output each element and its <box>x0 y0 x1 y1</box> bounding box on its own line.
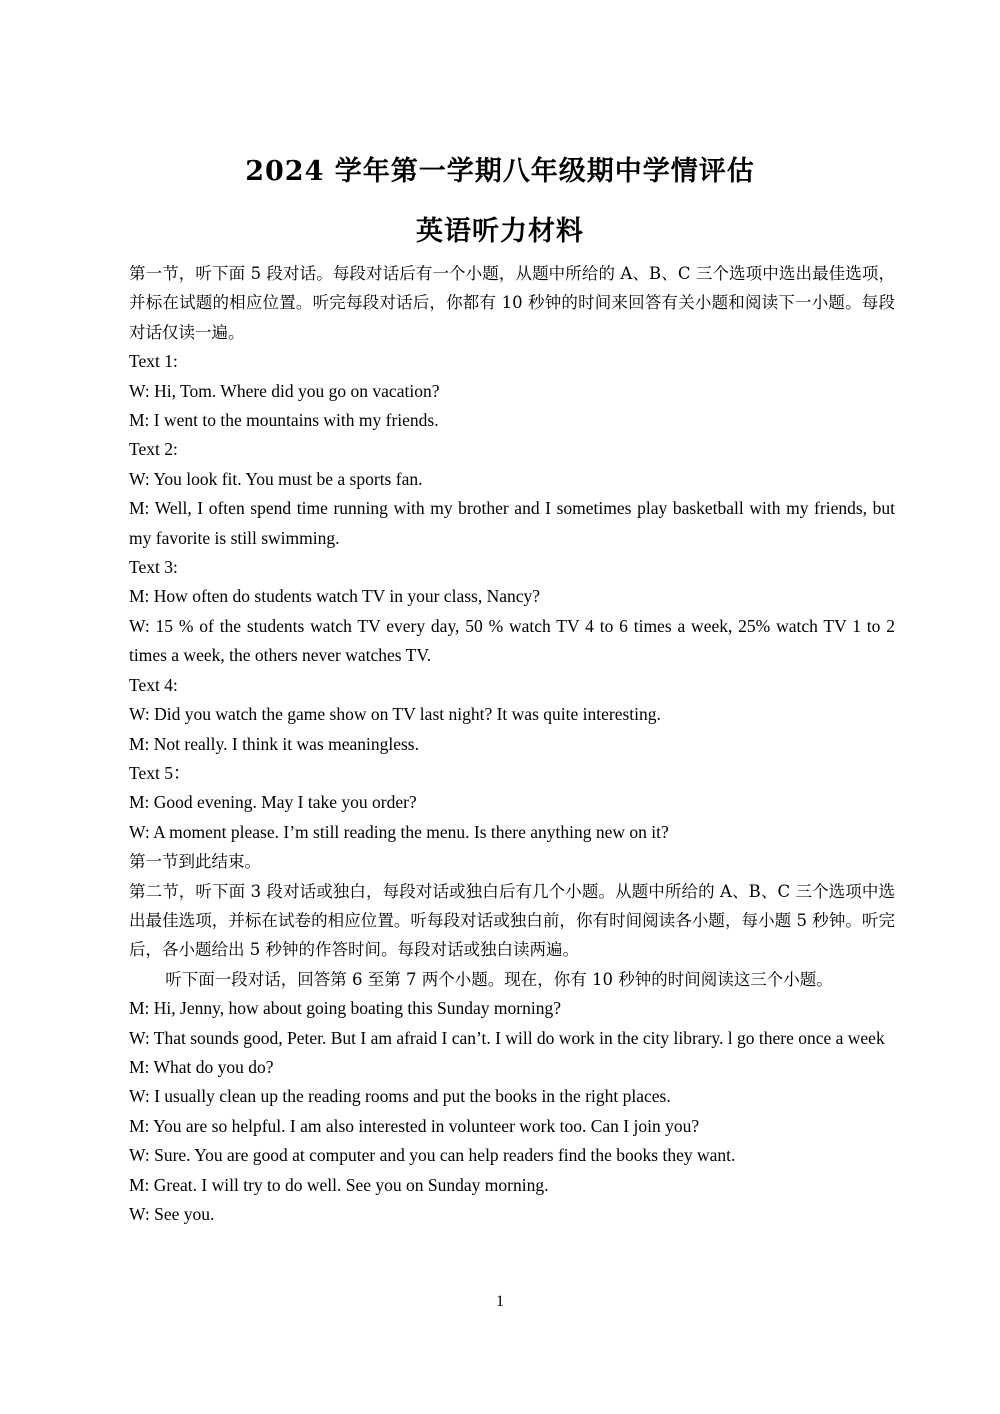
question-6-7-instructions: 听下面一段对话，回答第 6 至第 7 两个小题。现在，你有 10 秒钟的时间阅读这三个小题。 <box>165 969 833 989</box>
dialogue-line: M: What do you do? <box>129 1056 274 1077</box>
text-4-heading: Text 4: <box>129 674 178 695</box>
text-5-heading: Text 5： <box>129 762 191 783</box>
section-one-end: 第一节到此结束。 <box>129 852 261 872</box>
dialogue-line: M: Well, I often spend time running with my brother and I sometimes play basketball with my friends, but my favorite is still swimming. <box>129 498 895 548</box>
dialogue-line: W: A moment please. I’m still reading the menu. Is there anything new on it? <box>129 821 669 842</box>
dialogue-line: M: I went to the mountains with my friends. <box>129 410 439 431</box>
page-number: 1 <box>496 1293 504 1310</box>
dialogue-line: W: I usually clean up the reading rooms and put the books in the right places. <box>129 1086 671 1107</box>
dialogue-line: W: You look fit. You must be a sports fan. <box>129 468 423 489</box>
dialogue-line: M: How often do students watch TV in your class, Nancy? <box>129 586 541 607</box>
listening-transcript <box>129 259 895 1229</box>
document-subtitle: 英语听力材料 <box>416 216 584 247</box>
dialogue-line: W: Did you watch the game show on TV last night? It was quite interesting. <box>129 704 661 725</box>
dialogue-line: W: Hi, Tom. Where did you go on vacation? <box>129 380 440 401</box>
text-1-heading: Text 1: <box>129 351 178 372</box>
dialogue-line: M: Hi, Jenny, how about going boating this Sunday morning? <box>129 998 561 1019</box>
dialogue-line: W: 15 % of the students watch TV every day, 50 % watch TV 4 to 6 times a week, 25% watch TV 1 to 2 times a week, the others never watches TV. <box>129 615 895 666</box>
text-2-heading: Text 2: <box>129 439 178 460</box>
dialogue-line: W: Sure. You are good at computer and you can help readers find the books they want. <box>129 1145 736 1166</box>
section-two-instructions: 第二节，听下面 3 段对话或独白，每段对话或独白后有几个小题。从题中所给的 A、B、C 三个选项中选出最佳选项，并标在试卷的相应位置。听每段对话或独白前，你有时间阅读各小题，每小题 5 秒钟。听完后，各小题给出 5 秒钟的作答时间。每段对话或独白读两遍。 <box>129 881 895 960</box>
text-3-heading: Text 3: <box>129 557 178 578</box>
section-one-instructions: 第一节，听下面 5 段对话。每段对话后有一个小题，从题中所给的 A、B、C 三个选项中选出最佳选项，并标在试题的相应位置。听完每段对话后，你都有 10 秒钟的时间来回答有关小题和阅读下一小题。每段对话仅读一遍。 <box>129 264 895 342</box>
dialogue-line: M: You are so helpful. I am also interested in volunteer work too. Can I join you? <box>129 1115 700 1136</box>
dialogue-line: M: Not really. I think it was meaningless. <box>129 733 419 754</box>
dialogue-line: M: Good evening. May I take you order? <box>129 792 417 813</box>
dialogue-line: M: Great. I will try to do well. See you on Sunday morning. <box>129 1174 549 1195</box>
dialogue-line: W: That sounds good, Peter. But I am afraid I can’t. I will do work in the city library. l go there once a week <box>129 1027 885 1048</box>
dialogue-line: W: See you. <box>129 1204 215 1224</box>
document-title: 2024 学年第一学期八年级期中学情评估 <box>245 156 755 187</box>
